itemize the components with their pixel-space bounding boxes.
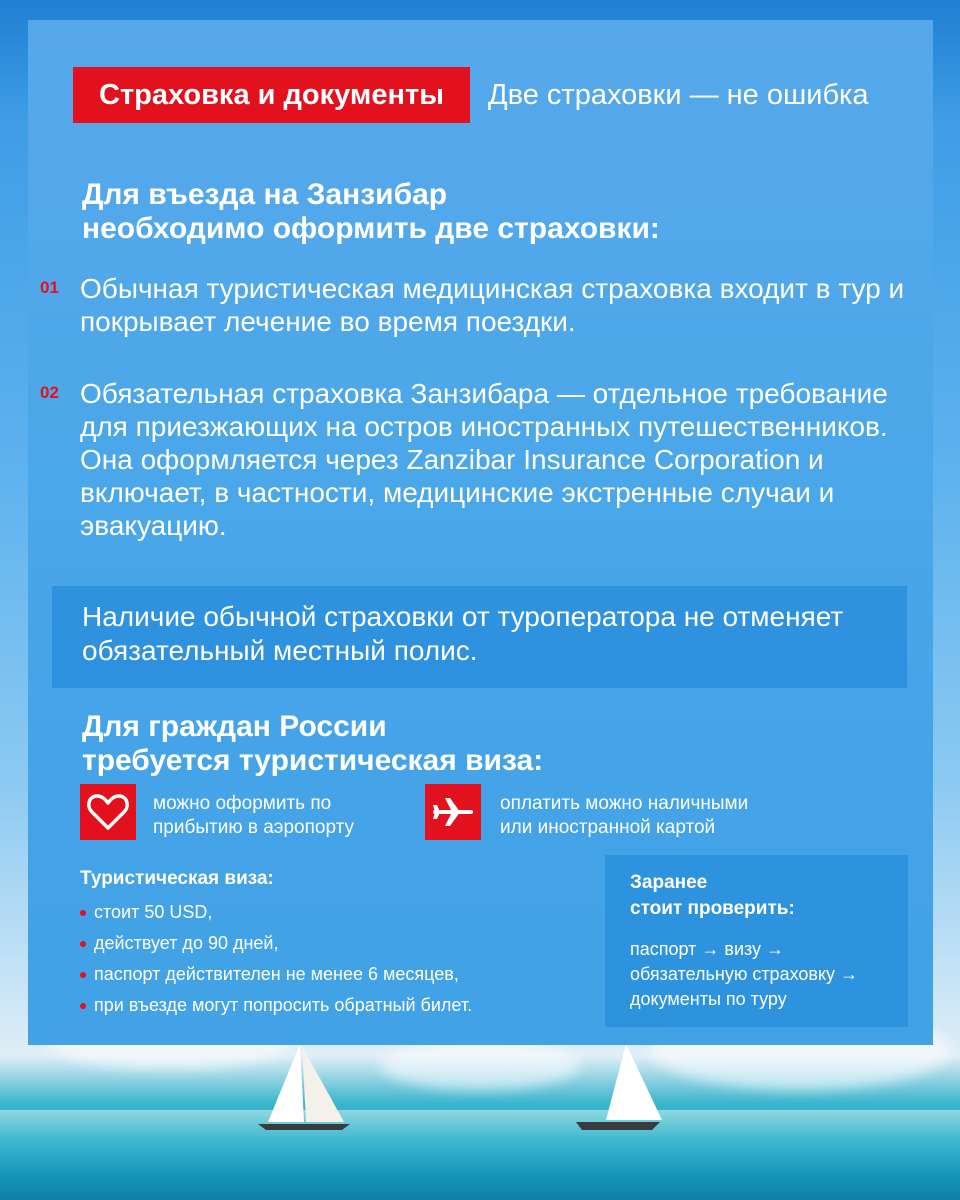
feature-payment-line2: или иностранной картой: [500, 817, 716, 838]
visa-heading-line1: Для граждан России: [82, 710, 387, 743]
feature-arrival-line2: прибытию в аэропорту: [153, 817, 355, 838]
insurance-item-regular: Обычная туристическая медицинская страховка входит в тур и покрывает лечение во время поездки.: [80, 273, 905, 337]
sea: [0, 1110, 960, 1200]
heart-icon: [80, 784, 136, 840]
checklist-title: [630, 870, 795, 922]
feature-payment: [500, 792, 748, 840]
item-number: 01: [40, 278, 59, 297]
visa-detail-text: паспорт действителен не менее 6 месяцев,: [94, 964, 459, 984]
heart-icon-box: [80, 784, 136, 840]
visa-detail-item: [80, 932, 278, 954]
insurance-heading-line1: Для въезда на Занзибар: [82, 178, 448, 211]
sailboat-left: [258, 1042, 358, 1132]
visa-detail-item: [80, 994, 472, 1016]
tagline: Две страховки — не ошибка: [488, 79, 869, 111]
bullet-dot: [80, 910, 86, 916]
visa-heading: [82, 710, 543, 778]
checklist-title-line2: стоит проверить:: [630, 898, 795, 919]
insurance-heading: [82, 178, 660, 246]
visa-detail-text: стоит 50 USD,: [94, 902, 213, 922]
feature-arrival: [153, 792, 354, 840]
cloud: [380, 1040, 580, 1090]
item-number: 02: [40, 383, 59, 402]
checklist-text: паспорт → визу → обязательную страховку → документы по туру: [630, 939, 859, 1009]
visa-detail-item: [80, 963, 459, 985]
insurance-item-mandatory: Обязательная страховка Занзибара — отдельное требование для приезжающих на остров иностранных путешественников. Она оформляется через Zanzibar Insurance Corporation и включает, в частности, медицинские экстренные случаи и эвакуацию.: [80, 378, 888, 541]
sailboat-right: [576, 1042, 666, 1132]
bullet-dot: [80, 1003, 86, 1009]
visa-detail-text: действует до 90 дней,: [94, 933, 279, 953]
bullet-dot: [80, 941, 86, 947]
note-text: Наличие обычной страховки от туроператора не отменяет обязательный местный полис.: [82, 601, 844, 666]
airplane-icon-box: [425, 784, 481, 840]
visa-detail-text: при въезде могут попросить обратный билет.: [94, 995, 473, 1015]
section-tag: Страховка и документы: [73, 67, 470, 123]
checklist-title-line1: Заранее: [630, 872, 708, 893]
visa-heading-line2: требуется туристическая виза:: [82, 744, 544, 777]
feature-payment-line1: оплатить можно наличными: [500, 793, 749, 814]
visa-detail-item: [80, 901, 212, 923]
visa-details-title: Туристическая виза:: [80, 868, 274, 889]
insurance-heading-line2: необходимо оформить две страховки:: [82, 212, 660, 245]
bullet-dot: [80, 972, 86, 978]
airplane-icon: [425, 784, 481, 840]
feature-arrival-line1: можно оформить по: [153, 793, 332, 814]
